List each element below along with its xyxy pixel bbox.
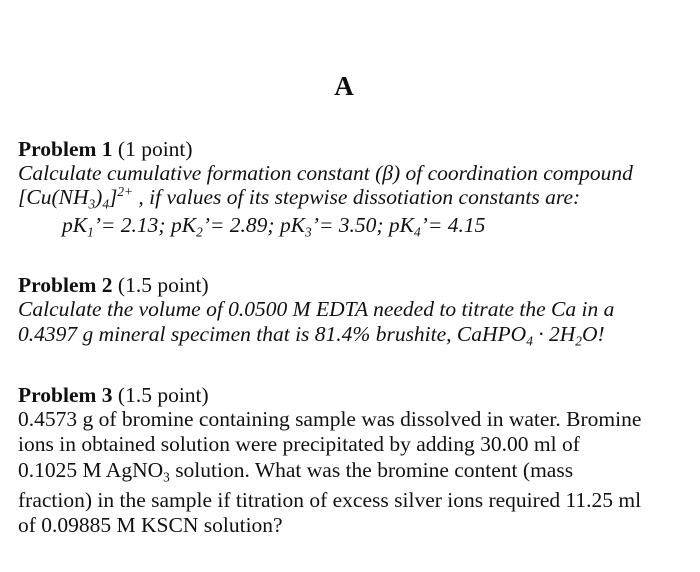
problem-3-line-3 xyxy=(18,457,573,483)
agno3-sub: 3 xyxy=(163,469,170,485)
pk4-sub: 4 xyxy=(414,224,421,240)
problem-3-line-4: fraction) in the sample if titration of excess silver ions required 11.25 ml xyxy=(18,488,642,512)
problem-3-points: (1.5 point) xyxy=(117,383,209,407)
pk4-value: ’= 4.15 xyxy=(420,213,486,237)
problem-1-line-1: Calculate cumulative formation constant (β) of coordination compound xyxy=(18,161,633,185)
brushite-sub-4: 4 xyxy=(526,333,533,349)
pk2-value: ’= 2.89; xyxy=(202,213,280,237)
problem-3-line-1: 0.4573 g of bromine containing sample was dissolved in water. Bromine xyxy=(18,407,642,431)
complex-formula-close: ] xyxy=(109,185,118,209)
problem-3-line-3-rest: solution. What was the bromine content (mass xyxy=(169,458,574,482)
problem-3-title: Problem 3 xyxy=(18,383,113,407)
problem-1-title: Problem 1 xyxy=(18,137,113,161)
problem-1-line-2 xyxy=(18,184,580,210)
complex-formula-mid: ) xyxy=(95,185,103,209)
variant-heading: A xyxy=(334,71,354,101)
complex-charge: 2+ xyxy=(117,184,134,200)
problem-1-points: (1 point) xyxy=(117,137,193,161)
pk1-sub: 1 xyxy=(87,224,94,240)
problem-2-title: Problem 2 xyxy=(18,273,113,297)
problem-2-line-2 xyxy=(18,321,605,347)
problem-3-line-3-text: 0.1025 M AgNO xyxy=(18,458,164,482)
problem-1-pk-values xyxy=(62,212,485,238)
pk1-label: pK xyxy=(62,213,88,237)
pk2-sub: 2 xyxy=(196,224,203,240)
problem-1-line-2-rest: , if values of its stepwise dissotiation constants are: xyxy=(133,185,581,209)
problem-2-line-1: Calculate the volume of 0.0500 M EDTA needed to titrate the Ca in a xyxy=(18,297,615,321)
brushite-sub-2: 2 xyxy=(575,333,582,349)
problem-3-line-5: of 0.09885 M KSCN solution? xyxy=(18,513,283,537)
pk3-sub: 3 xyxy=(305,224,312,240)
problem-2-title-line xyxy=(18,272,209,298)
problem-1-title-line xyxy=(18,136,193,162)
pk1-value: ’= 2.13; xyxy=(93,213,171,237)
pk3-label: pK xyxy=(279,213,306,237)
problem-2-points: (1.5 point) xyxy=(117,273,209,297)
pk2-label: pK xyxy=(170,213,197,237)
complex-formula-open: [Cu(NH xyxy=(18,185,89,209)
problem-3-line-2: ions in obtained solution were precipitated by adding 30.00 ml of xyxy=(18,432,580,456)
brushite-dot: · 2H xyxy=(532,322,576,346)
complex-sub-3: 3 xyxy=(88,196,96,212)
pk4-label: pK xyxy=(388,213,414,237)
problem-3-title-line xyxy=(18,382,209,408)
pk3-value: ’= 3.50; xyxy=(311,213,389,237)
problem-2-line-2-text: 0.4397 g mineral specimen that is 81.4% brushite, CaHPO xyxy=(18,322,527,346)
complex-sub-4: 4 xyxy=(102,196,109,212)
brushite-end: O! xyxy=(581,322,605,346)
